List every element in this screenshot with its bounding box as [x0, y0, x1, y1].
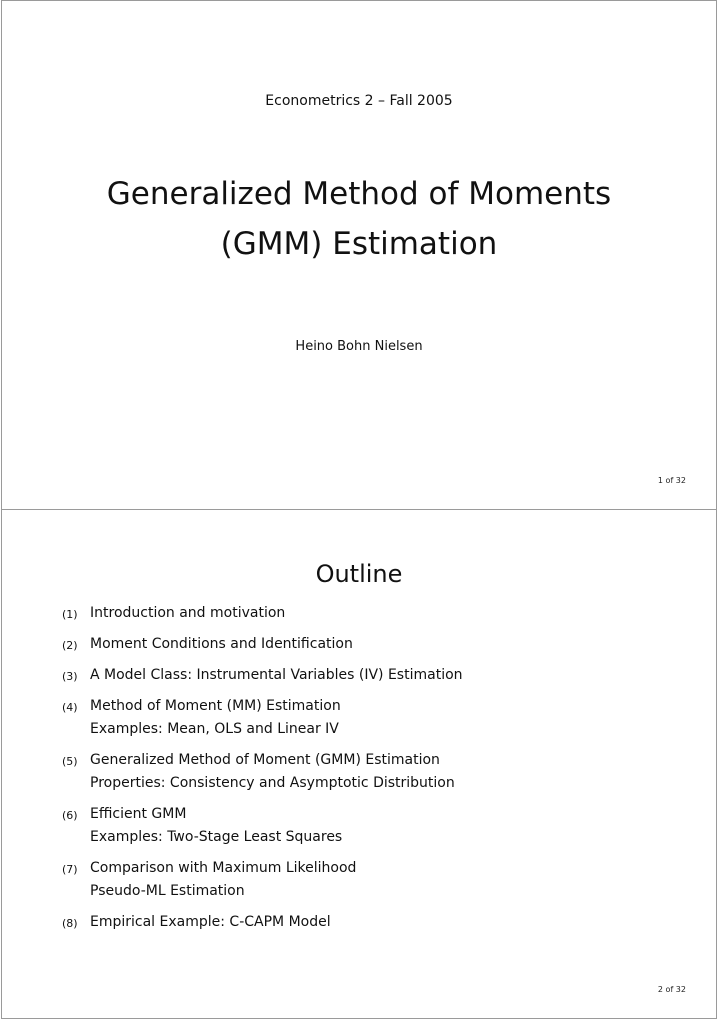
item-number: (7)	[62, 863, 78, 876]
outline-item	[50, 749, 463, 795]
item-text: Empirical Example: C-CAPM Model	[90, 914, 331, 930]
item-number: (4)	[62, 701, 78, 714]
outline-item	[50, 857, 463, 903]
item-number: (2)	[62, 639, 78, 652]
page-number: 1 of 32	[657, 476, 686, 485]
item-text: Comparison with Maximum Likelihood	[90, 860, 357, 876]
outline-item	[50, 602, 463, 625]
outline-slide	[1, 509, 717, 1019]
item-text: Efficient GMM	[90, 806, 187, 822]
item-text: Moment Conditions and Identification	[90, 636, 353, 652]
slide-title-line-2: (GMM) Estimation	[220, 226, 498, 262]
item-text: Generalized Method of Moment (GMM) Estimation	[90, 752, 440, 768]
item-number: (5)	[62, 755, 78, 768]
item-number: (1)	[62, 608, 78, 621]
outline-item	[50, 664, 463, 687]
outline-list	[50, 602, 463, 942]
outline-item	[50, 803, 463, 849]
slide-title-line-1: Generalized Method of Moments	[106, 176, 612, 212]
outline-item	[50, 633, 463, 656]
outline-item	[50, 911, 463, 934]
title-slide	[1, 0, 717, 510]
author-name: Heino Bohn Nielsen	[295, 339, 423, 354]
item-subtext: Examples: Mean, OLS and Linear IV	[90, 721, 339, 737]
course-name: Econometrics 2 – Fall 2005	[265, 93, 453, 109]
item-text: Introduction and motivation	[90, 605, 286, 621]
item-text: A Model Class: Instrumental Variables (IV) Estimation	[90, 667, 463, 683]
page-number: 2 of 32	[657, 985, 686, 994]
item-number: (6)	[62, 809, 78, 822]
item-number: (3)	[62, 670, 78, 683]
item-subtext: Properties: Consistency and Asymptotic Distribution	[90, 775, 455, 791]
item-subtext: Examples: Two-Stage Least Squares	[90, 829, 343, 845]
item-number: (8)	[62, 917, 78, 930]
outline-item	[50, 695, 463, 741]
item-subtext: Pseudo-ML Estimation	[90, 883, 245, 899]
item-text: Method of Moment (MM) Estimation	[90, 698, 341, 714]
outline-title: Outline	[315, 560, 403, 588]
